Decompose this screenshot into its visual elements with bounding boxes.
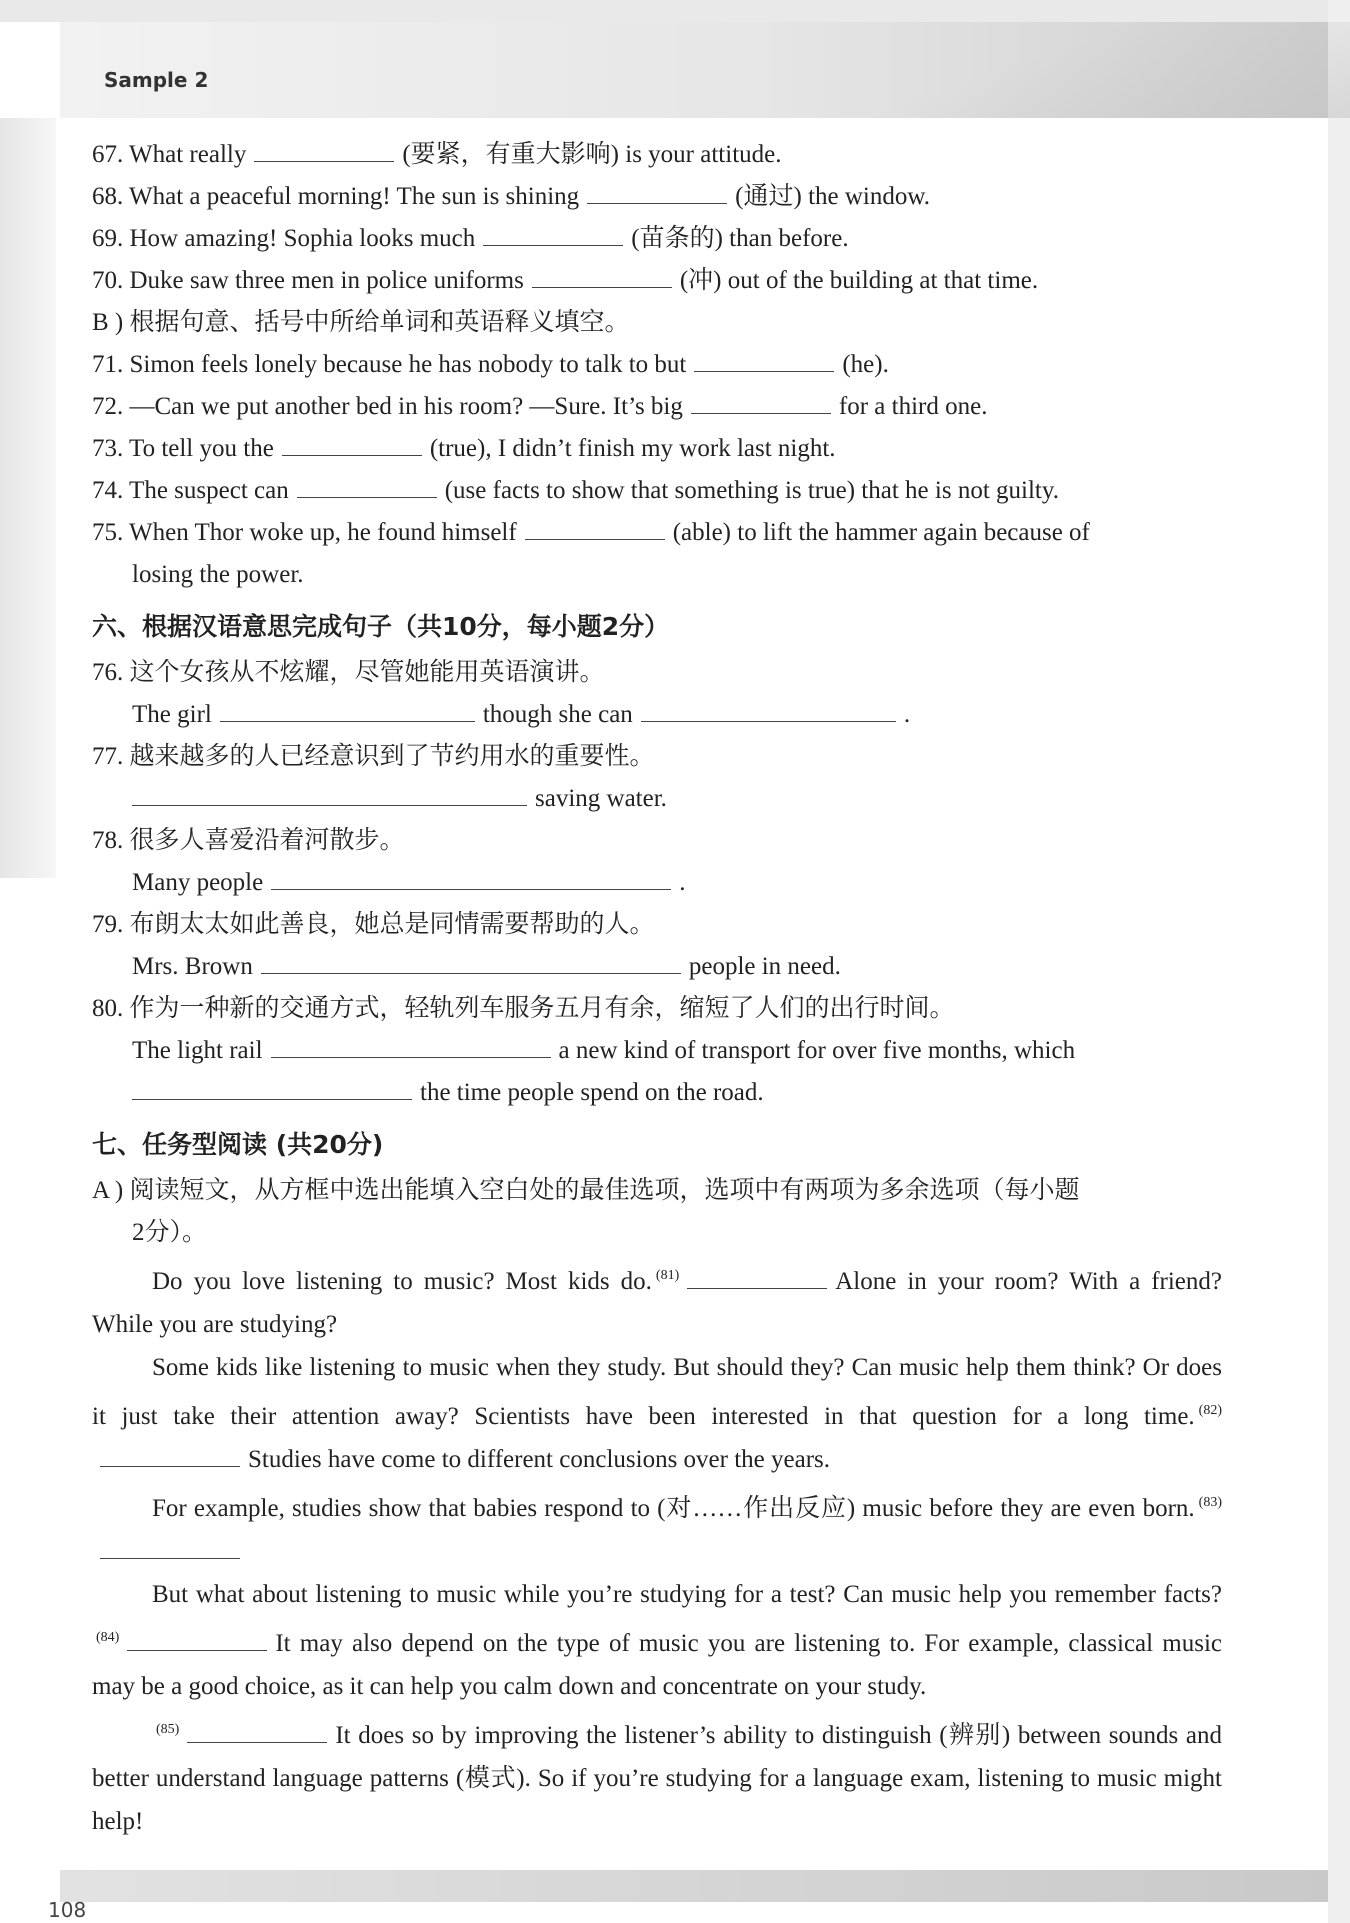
q79-tail: people in need. xyxy=(688,953,841,980)
header-band xyxy=(60,22,1328,118)
question-76-cn: 76. 这个女孩从不炫耀，尽管她能用英语演讲。 xyxy=(92,659,605,686)
blank-number-84: (84) xyxy=(96,1630,120,1645)
blank-85[interactable] xyxy=(187,1720,327,1743)
q70-text: 70. Duke saw three men in police uniforms xyxy=(92,267,524,294)
q79-blank[interactable] xyxy=(261,951,681,974)
q73-text: 73. To tell you the xyxy=(92,435,274,462)
question-78-en xyxy=(92,862,1222,904)
q78-lead: Many people xyxy=(132,869,264,896)
part-a-instruction-1: A ) 阅读短文，从方框中选出能填入空白处的最佳选项，选项中有两项为多余选项（每小题 xyxy=(92,1177,1080,1204)
q74-text: 74. The suspect can xyxy=(92,477,289,504)
question-79-cn: 79. 布朗太太如此善良，她总是同情需要帮助的人。 xyxy=(92,911,655,938)
p1-text-b: Alone in your room? With a friend? While you are studying? xyxy=(92,1268,1222,1338)
passage-paragraph-5 xyxy=(92,1708,1222,1843)
question-80-cn: 80. 作为一种新的交通方式，轻轨列车服务五月有余，缩短了人们的出行时间。 xyxy=(92,995,955,1022)
q71-text: 71. Simon feels lonely because he has nobody to talk to but xyxy=(92,351,687,378)
p1-text-a: Do you love listening to music? Most kids do. xyxy=(152,1268,652,1295)
q80-blank-2[interactable] xyxy=(132,1077,412,1100)
q80-lead: The light rail xyxy=(132,1037,263,1064)
q69-hint: (苗条的) than before. xyxy=(631,225,849,252)
page-edge-top xyxy=(0,0,1350,22)
side-shade xyxy=(0,118,56,878)
p2-text-b: Studies have come to different conclusions over the years. xyxy=(248,1446,831,1473)
q70-blank[interactable] xyxy=(532,265,672,288)
q74-blank[interactable] xyxy=(297,475,437,498)
q72-hint: for a third one. xyxy=(838,393,988,420)
blank-81[interactable] xyxy=(687,1266,827,1289)
q76-mid: though she can xyxy=(482,701,633,728)
q71-hint: (he). xyxy=(842,351,889,378)
q78-end: . xyxy=(679,869,686,896)
q77-tail: saving water. xyxy=(535,785,667,812)
p2-text-a: Some kids like listening to music when they study. But should they? Can music help them think? Or does it just take their attention away? Scientists have been interested in that question for a long time. xyxy=(92,1354,1222,1430)
q77-blank[interactable] xyxy=(132,783,527,806)
q68-blank[interactable] xyxy=(587,181,727,204)
q73-hint: (true), I didn’t finish my work last night. xyxy=(429,435,836,462)
passage-paragraph-4 xyxy=(92,1573,1222,1708)
p3-text-a: For example, studies show that babies respond to (对……作出反应) music before they are even born. xyxy=(152,1495,1195,1522)
part-a-instruction-2: 2分）。 xyxy=(132,1219,208,1246)
q68-hint: (通过) the window. xyxy=(735,183,931,210)
blank-83[interactable] xyxy=(100,1536,240,1559)
q76-end: . xyxy=(903,701,911,728)
question-71 xyxy=(92,344,1222,386)
question-68 xyxy=(92,176,1222,218)
q79-lead: Mrs. Brown xyxy=(132,953,253,980)
question-77-en xyxy=(92,778,1222,820)
passage-paragraph-1 xyxy=(92,1254,1222,1346)
footer-band xyxy=(60,1870,1328,1902)
q74-hint: (use facts to show that something is true) that he is not guilty. xyxy=(444,477,1059,504)
blank-84[interactable] xyxy=(127,1628,267,1651)
question-67 xyxy=(92,134,1222,176)
blank-number-82: (82) xyxy=(1198,1403,1222,1418)
q75-hint: (able) to lift the hammer again because of xyxy=(672,519,1090,546)
p4-text-b: It may also depend on the type of music you are listening to. For example, classical music may be a good choice, as it can help you calm down and concentrate on your study. xyxy=(92,1630,1222,1700)
p5-text-b: It does so by improving the listener’s ability to distinguish (辨别) between sounds and better understand language patterns (模式). So if you’re studying for a language exam, listening to music might help! xyxy=(92,1722,1222,1835)
part-b-instruction: B ) 根据句意、括号中所给单词和英语释义填空。 xyxy=(92,309,630,336)
blank-number-81: (81) xyxy=(655,1268,680,1283)
q75-blank[interactable] xyxy=(525,517,665,540)
q70-hint: (冲) out of the building at that time. xyxy=(679,267,1039,294)
question-78-cn: 78. 很多人喜爱沿着河散步。 xyxy=(92,827,405,854)
q76-blank-2[interactable] xyxy=(641,699,896,722)
section-7-heading: 七、任务型阅读 (共20分) xyxy=(92,1130,384,1159)
blank-number-85: (85) xyxy=(156,1722,180,1737)
passage-paragraph-3 xyxy=(92,1481,1222,1573)
q78-blank[interactable] xyxy=(271,867,671,890)
q73-blank[interactable] xyxy=(282,433,422,456)
question-70 xyxy=(92,260,1222,302)
question-75 xyxy=(92,512,1222,554)
q69-text: 69. How amazing! Sophia looks much xyxy=(92,225,476,252)
question-69 xyxy=(92,218,1222,260)
q80-tail: the time people spend on the road. xyxy=(420,1079,764,1106)
q69-blank[interactable] xyxy=(483,223,623,246)
q76-blank-1[interactable] xyxy=(220,699,475,722)
blank-82[interactable] xyxy=(100,1444,240,1467)
question-73 xyxy=(92,428,1222,470)
q68-text: 68. What a peaceful morning! The sun is shining xyxy=(92,183,580,210)
blank-number-83: (83) xyxy=(1198,1495,1222,1510)
question-74 xyxy=(92,470,1222,512)
passage-paragraph-2 xyxy=(92,1346,1222,1481)
q76-lead: The girl xyxy=(132,701,212,728)
q72-text: 72. —Can we put another bed in his room? —Sure. It’s big xyxy=(92,393,683,420)
question-79-en xyxy=(92,946,1222,988)
q71-blank[interactable] xyxy=(694,349,834,372)
sample-label: Sample 2 xyxy=(104,68,209,92)
question-75-continued: losing the power. xyxy=(132,561,304,588)
question-80-en-2 xyxy=(92,1072,1222,1114)
q67-blank[interactable] xyxy=(254,139,394,162)
question-76-en xyxy=(92,694,1222,736)
page-edge-right xyxy=(1328,0,1350,1923)
q67-text: 67. What really xyxy=(92,141,247,168)
section-6-heading: 六、根据汉语意思完成句子（共10分，每小题2分） xyxy=(92,612,670,641)
p4-text-a: But what about listening to music while you’re studying for a test? Can music help you remember facts? xyxy=(152,1581,1222,1608)
question-80-en-1 xyxy=(92,1030,1222,1072)
page-number: 108 xyxy=(48,1898,87,1922)
q75-text: 75. When Thor woke up, he found himself xyxy=(92,519,517,546)
q80-blank-1[interactable] xyxy=(271,1035,551,1058)
q67-hint: (要紧，有重大影响) is your attitude. xyxy=(402,141,782,168)
q72-blank[interactable] xyxy=(691,391,831,414)
question-72 xyxy=(92,386,1222,428)
worksheet-content xyxy=(92,134,1222,1843)
q80-mid: a new kind of transport for over five months, which xyxy=(558,1037,1076,1064)
question-77-cn: 77. 越来越多的人已经意识到了节约用水的重要性。 xyxy=(92,743,655,770)
